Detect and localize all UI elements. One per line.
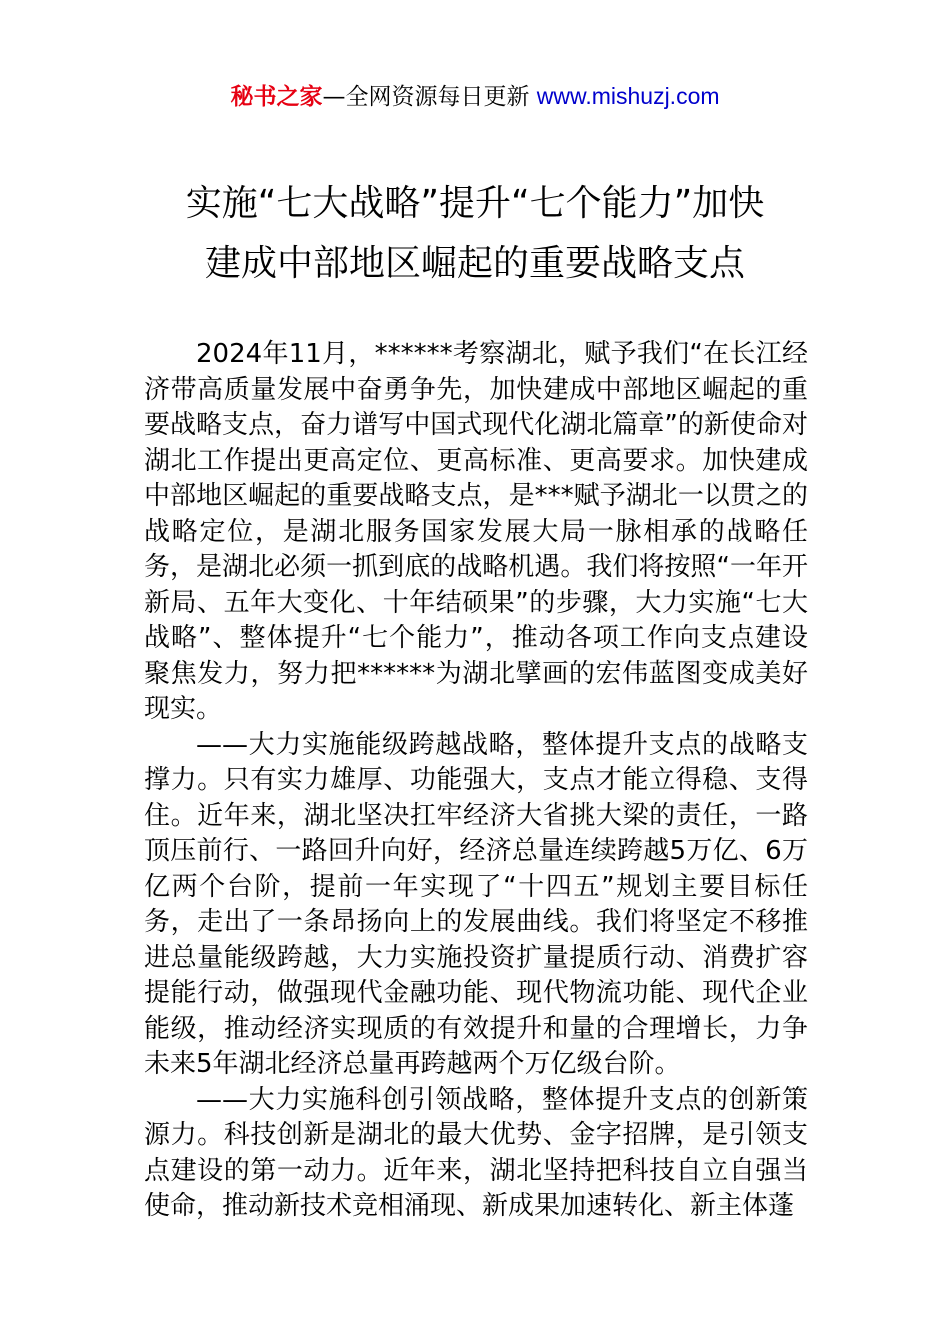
site-slogan: —全网资源每日更新 [322,84,537,110]
title-line-1: 实施“七大战略”提升“七个能力”加快 [185,183,765,224]
site-header [0,80,950,113]
document-title [0,174,950,294]
document-body [144,337,808,1225]
site-brand: 秘书之家 [230,84,323,110]
title-line-2: 建成中部地区崛起的重要战略支点 [204,243,745,284]
site-url-link[interactable]: www.mishuzj.com [536,83,720,109]
paragraph-strategy-1: ——大力实施能级跨越战略，整体提升支点的战略支撑力。只有实力雄厚、功能强大，支点才能立得稳、支得住。近年来，湖北坚决扛牢经济大省挑大梁的责任，一路顶压前行、一路回升向好，经济总量连续跨越5万亿、6万亿两个台阶，提前一年实现了“十四五”规划主要目标任务，走出了一条昂扬向上的发展曲线。我们将坚定不移推进总量能级跨越，大力实施投资扩量提质行动、消费扩容提能行动，做强现代金融功能、现代物流功能、现代企业能级，推动经济实现质的有效提升和量的合理增长，力争未来5年湖北经济总量再跨越两个万亿级台阶。 [144,729,808,1079]
paragraph-intro: 2024年11月，******考察湖北，赋予我们“在长江经济带高质量发展中奋勇争先，加快建成中部地区崛起的重要战略支点，奋力谱写中国式现代化湖北篇章”的新使命对湖北工作提出更高定位、更高标准、更高要求。加快建成中部地区崛起的重要战略支点，是***赋予湖北一以贯之的战略定位，是湖北服务国家发展大局一脉相承的战略任务，是湖北必须一抓到底的战略机遇。我们将按照“一年开新局、五年大变化、十年结硕果”的步骤，大力实施“七大战略”、整体提升“七个能力”，推动各项工作向支点建设聚焦发力，努力把******为湖北擘画的宏伟蓝图变成美好现实。 [144,339,808,724]
paragraph-strategy-2: ——大力实施科创引领战略，整体提升支点的创新策源力。科技创新是湖北的最大优势、金字招牌，是引领支点建设的第一动力。近年来，湖北坚持把科技自立自强当使命，推动新技术竞相涌现、新成果加速转化、新主体蓬 [144,1084,808,1221]
